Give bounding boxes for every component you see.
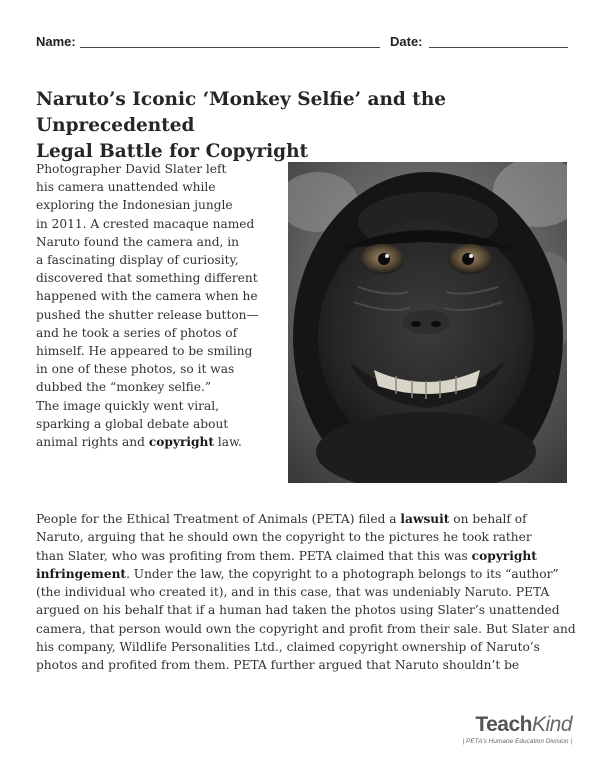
intro-line: a fascinating display of curiosity, [36, 253, 239, 268]
intro-line: in one of these photos, so it was [36, 362, 235, 377]
page-title [36, 87, 576, 165]
body-line: infringement. Under the law, the copyright to a photograph belongs to its “author” [36, 566, 559, 581]
body-line: (the individual who created it), and in this case, that was undeniably Naruto. PETA [36, 585, 550, 600]
date-line[interactable] [429, 47, 568, 48]
intro-line: The image quickly went viral, [36, 398, 220, 413]
intro-line: happened with the camera when he [36, 289, 258, 304]
name-label: Name: [36, 34, 76, 49]
body-line: Naruto, arguing that he should own the copyright to the pictures he took rather [36, 530, 532, 545]
body-line: photos and profited from them. PETA further argued that Naruto shouldn’t be [36, 658, 520, 673]
teachkind-logo [452, 714, 572, 745]
date-label: Date: [390, 34, 423, 49]
title-line-1: Naruto’s Iconic ‘Monkey Selfie’ and the Unprecedented [36, 89, 447, 136]
intro-line: dubbed the “monkey selfie.” [36, 380, 212, 395]
name-date-fields [36, 34, 568, 52]
monkey-selfie-photo [288, 162, 567, 483]
logo-wordmark: TeachKind [475, 713, 572, 736]
intro-line: exploring the Indonesian jungle [36, 198, 233, 213]
infringement-term: infringement [36, 566, 127, 581]
intro-line: himself. He appeared to be smiling [36, 344, 253, 359]
body-line: camera, that person would own the copyright and profit from their sale. But Slater and [36, 621, 576, 636]
body-paragraph [36, 510, 576, 675]
body-line: argued on his behalf that if a human had taken the photos using Slater’s unattended [36, 603, 560, 618]
intro-paragraph [36, 160, 284, 451]
intro-line: animal rights and copyright law. [36, 435, 242, 450]
name-line[interactable] [80, 47, 380, 48]
copyright-term: copyright [148, 435, 215, 450]
intro-line: Naruto found the camera and, in [36, 234, 240, 249]
intro-line: discovered that something different [36, 271, 258, 286]
copyright-term: copyright [471, 548, 537, 563]
intro-line: in 2011. A crested macaque named [36, 216, 255, 231]
lawsuit-term: lawsuit [400, 512, 450, 526]
body-line: than Slater, who was profiting from them. PETA claimed that this was copyright [36, 548, 537, 563]
title-line-2: Legal Battle for Copyright [36, 141, 309, 162]
intro-line: sparking a global debate about [36, 416, 229, 431]
intro-line: his camera unattended while [36, 180, 216, 195]
macaque-illustration [288, 162, 567, 483]
intro-line: pushed the shutter release button— [36, 307, 259, 322]
body-line: his company, Wildlife Personalities Ltd., claimed copyright ownership of Naruto’s [36, 640, 540, 655]
intro-line: and he took a series of photos of [36, 325, 238, 340]
body-line: People for the Ethical Treatment of Animals (PETA) filed a lawsuit on behalf of [36, 512, 527, 526]
intro-line: Photographer David Slater left [36, 162, 227, 176]
logo-tagline: | PETA’s Humane Education Division | [462, 738, 572, 745]
